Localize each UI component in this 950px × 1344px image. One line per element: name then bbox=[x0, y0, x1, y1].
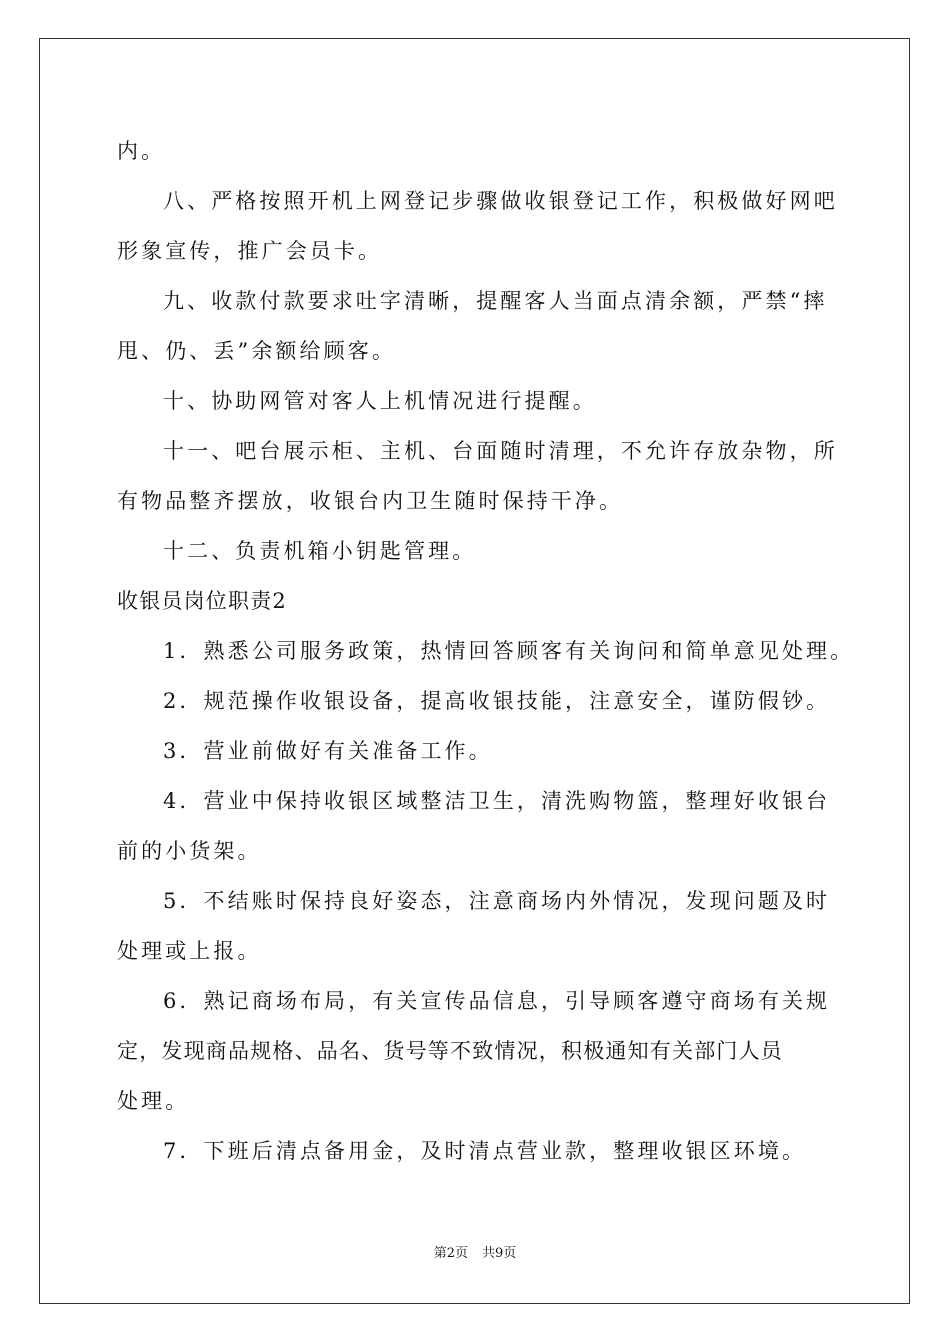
text-line: 7．下班后清点备用金，及时清点营业款，整理收银区环境。 bbox=[163, 1139, 807, 1163]
text-line: 十、协助网管对客人上机情况进行提醒。 bbox=[163, 389, 597, 413]
text-line: 十一、吧台展示柜、主机、台面随时清理，不允许存放杂物，所 bbox=[163, 439, 838, 463]
text-line: 3．营业前做好有关准备工作。 bbox=[163, 739, 493, 763]
section-heading: 收银员岗位职责2 bbox=[117, 589, 287, 613]
text-line: 处理。 bbox=[117, 1089, 190, 1113]
text-line: 八、严格按照开机上网登记步骤做收银登记工作，积极做好网吧 bbox=[163, 189, 838, 213]
text-line: 4．营业中保持收银区域整洁卫生，清洗购物篮，整理好收银台 bbox=[163, 789, 831, 813]
text-line: 形象宣传，推广会员卡。 bbox=[117, 239, 383, 263]
page-number: 第2页 bbox=[433, 1246, 468, 1261]
text-line: 有物品整齐摆放，收银台内卫生随时保持干净。 bbox=[117, 489, 624, 513]
text-line: 5．不结账时保持良好姿态，注意商场内外情况，发现问题及时 bbox=[163, 889, 831, 913]
text-line: 6．熟记商场布局，有关宣传品信息，引导顾客遵守商场有关规 bbox=[163, 989, 831, 1013]
page-total: 共9页 bbox=[482, 1246, 517, 1261]
text-line: 定，发现商品规格、品名、货号等不致情况，积极通知有关部门人员 bbox=[117, 1039, 783, 1063]
text-line: 甩、仍、丢”余额给顾客。 bbox=[117, 339, 396, 363]
text-line: 前的小货架。 bbox=[117, 839, 262, 863]
text-line: 内。 bbox=[117, 139, 166, 163]
text-line: 十二、负责机箱小钥匙管理。 bbox=[163, 539, 477, 563]
text-line: 2．规范操作收银设备，提高收银技能，注意安全，谨防假钞。 bbox=[163, 689, 831, 713]
text-line: 九、收款付款要求吐字清晰，提醒客人当面点清余额，严禁“摔 bbox=[163, 289, 828, 313]
page-footer bbox=[0, 1245, 950, 1263]
text-line: 1．熟悉公司服务政策，热情回答顾客有关询问和简单意见处理。 bbox=[163, 639, 855, 663]
text-line: 处理或上报。 bbox=[117, 939, 262, 963]
